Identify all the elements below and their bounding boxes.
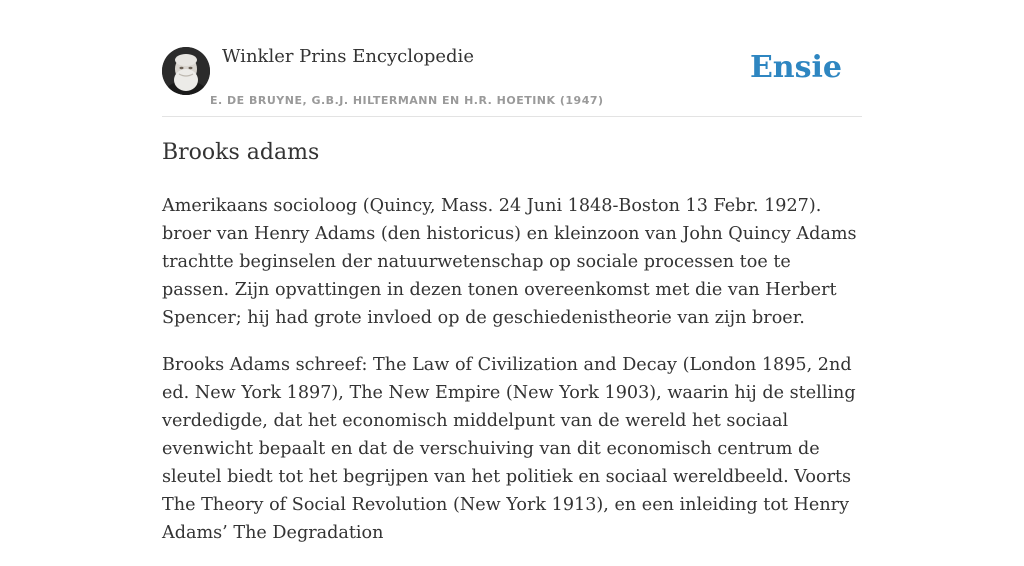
- article-body: [162, 192, 862, 566]
- portrait-image: [162, 47, 210, 95]
- authors-credit: E. DE BRUYNE, G.B.J. HILTERMANN EN H.R. HOETINK (1947): [210, 94, 604, 107]
- brand-logo-link[interactable]: Ensie: [749, 50, 842, 85]
- article-title: Brooks adams: [162, 140, 320, 165]
- site-header: [162, 0, 862, 117]
- paragraph: Brooks Adams schreef: The Law of Civilization and Decay (London 1895, 2nd ed. New York 1897), The New Empire (New York 1903), waarin hij de stelling verdedigde, dat het economisch middelpunt van de wereld het sociaal evenwicht bepaalt en dat de verschuiving van dit economisch centrum de sleutel biedt tot het begrijpen van het politiek en sociaal wereldbeeld. Voorts The Theory of Social Revolution (New York 1913), en een inleiding tot Henry Adams’ The Degradation: [162, 355, 856, 543]
- author-avatar: [162, 47, 210, 95]
- paragraph: Amerikaans socioloog (Quincy, Mass. 24 Juni 1848-Boston 13 Febr. 1927). broer van Henry Adams (den historicus) en kleinzoon van John Quincy Adams trachtte beginselen der natuurwetenschap op sociale processen toe te passen. Zijn opvattingen in dezen tonen overeenkomst met die van Herbert Spencer; hij had grote invloed op de geschiedenistheorie van zijn broer.: [162, 196, 857, 328]
- site-title[interactable]: Winkler Prins Encyclopedie: [222, 46, 474, 67]
- page: [162, 0, 862, 543]
